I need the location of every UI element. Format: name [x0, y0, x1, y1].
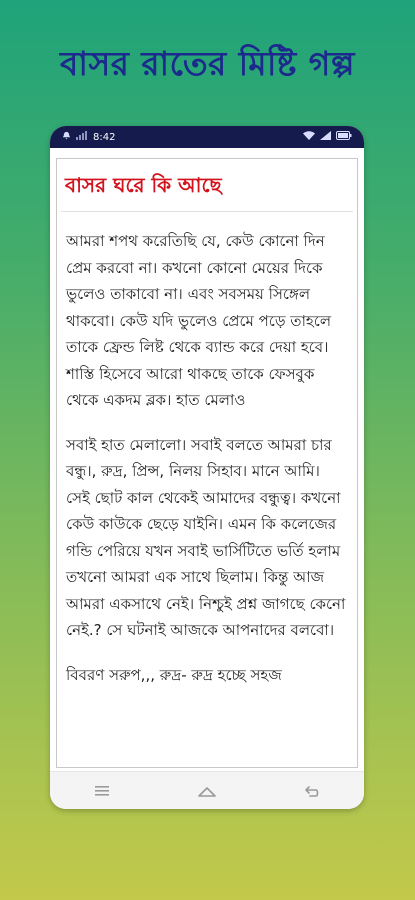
- status-time: 8:42: [93, 131, 116, 143]
- story-body: [57, 212, 357, 688]
- battery-icon: [336, 131, 352, 143]
- phone-frame: [50, 126, 364, 809]
- story-paragraph: আমরা শপথ করেতিছি যে, কেউ কোনো দিন প্রেম করবো না। কখনো কোনো মেয়ের দিকে ভুলেও তাকাবো না। এবং সবসময় সিঙ্গেল থাকবো। কেউ যদি ভুলেও প্রেমে পড়ে তাহলে তাকে ফ্রেন্ড লিষ্ট থেকে ব্যান্ড করে দেয়া হবে। শাস্তি হিসেবে আরো থাকছে তাকে ফেসবুক থেকে একদম ব্লক। হাত মেলাও: [66, 232, 331, 409]
- home-icon[interactable]: [195, 779, 219, 803]
- navigation-bar: [50, 771, 364, 809]
- signal-icon: [320, 131, 331, 143]
- recents-icon[interactable]: [90, 779, 114, 803]
- wifi-icon: [303, 131, 315, 143]
- story-paragraph: সবাই হাত মেলালো। সবাই বলতে আমরা চার বন্ধু।, রুদ্র, প্রিন্স, নিলয় সিহাব। মানে আমি। সেই ছোট কাল থেকেই আমাদের বন্ধুত্ব। কখনো কেউ কাউকে ছেড়ে যাইনি। এমন কি কলেজের গন্ডি পেরিয়ে যখন সবাই ভার্সিটিতে ভর্তি হলাম তখনো আমরা এক সাথে ছিলাম। কিন্তু আজ আমরা একসাথে নেই। নিশ্চুই প্রশ্ন জাগছে কেনো নেই.? সে ঘটনাই আজকে আপনাদের বলবো।: [66, 435, 346, 639]
- notification-icon: [62, 131, 71, 143]
- signal-icon: [76, 131, 88, 143]
- back-icon[interactable]: [300, 779, 324, 803]
- story-paragraph: বিবরণ সরুপ,,, রুদ্র- রুদ্র হচ্ছে সহজ: [66, 665, 282, 684]
- story-card[interactable]: [56, 158, 358, 768]
- story-heading: বাসর ঘরে কি আছে: [61, 169, 353, 212]
- status-bar: [50, 126, 364, 148]
- banner-title: বাসর রাতের মিষ্টি গল্প: [60, 44, 355, 83]
